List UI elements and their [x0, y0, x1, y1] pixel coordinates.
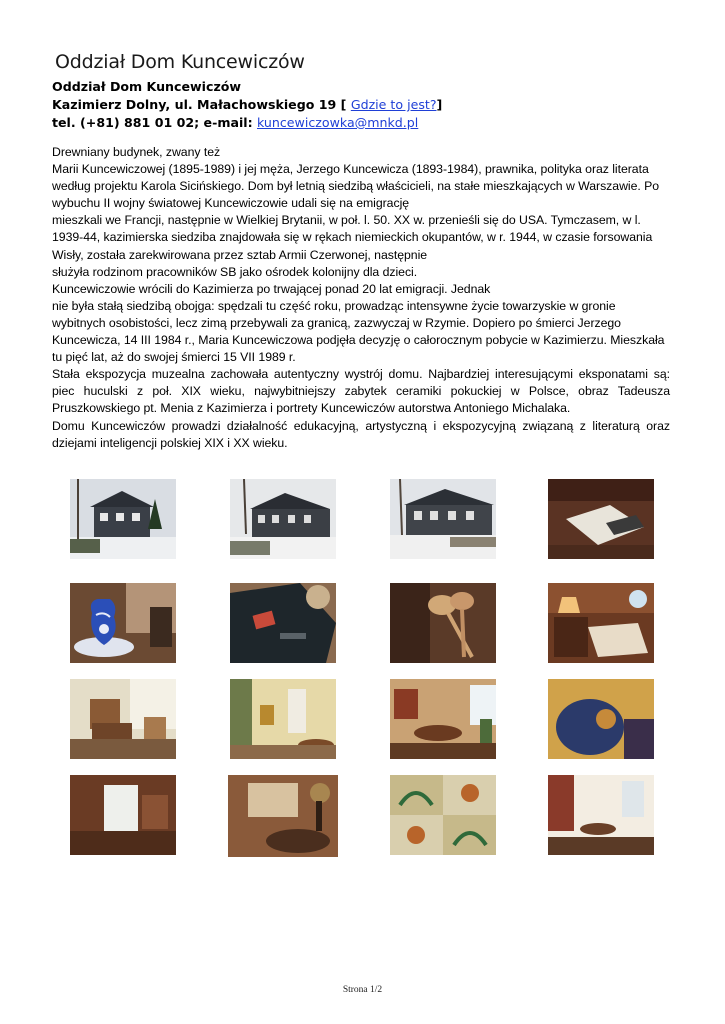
photo-house-exterior-2[interactable]: [230, 479, 336, 559]
location-link[interactable]: Gdzie to jest?: [350, 97, 437, 112]
address-line: [52, 96, 442, 114]
address-text: Kazimierz Dolny, ul. Małachowskiego 19 [: [52, 97, 347, 112]
photo-room-stove[interactable]: [230, 679, 336, 759]
phone-text: tel. (+81) 881 01 02; e-mail:: [52, 115, 253, 130]
photo-salon-table[interactable]: [228, 775, 338, 857]
description: [52, 144, 670, 452]
email-link[interactable]: kuncewiczowka@mnkd.pl: [257, 115, 419, 130]
photo-house-exterior-1[interactable]: [70, 479, 176, 559]
paragraph-4: Kuncewiczowie wrócili do Kazimierza po trwającej ponad 20 lat emigracji. Jednak: [52, 281, 491, 296]
photo-bedroom-lamp[interactable]: [548, 583, 654, 663]
page-title: Oddział Dom Kuncewiczów: [55, 51, 305, 73]
photo-living-room[interactable]: [548, 775, 654, 855]
paragraph-1: Marii Kuncewiczowej (1895-1989) i jej męża, Jerzego Kuncewicza (1893-1984), prawnika, polityka oraz literata według projektu Karola Sicińskiego. Dom był letnią siedzibą właścicieli, na stałe mieszkających w Warszawie. Po wybuchu II wojny światowej Kuncewiczowie udali się na emigrację: [52, 162, 660, 211]
contact-header: [52, 78, 442, 132]
paragraph-intro: Drewniany budynek, zwany też: [52, 145, 221, 159]
photo-ceramic-tiles[interactable]: [390, 775, 496, 855]
contact-line: [52, 114, 442, 132]
paragraph-7: Domu Kuncewiczów prowadzi działalność edukacyjną, artystyczną i ekspozycyjną związaną z literaturą oraz dziejami inteligencji polskiej XIX i XX wieku.: [52, 418, 670, 450]
museum-name: Oddział Dom Kuncewiczów: [52, 79, 242, 94]
photo-suitcase[interactable]: [230, 583, 336, 663]
photo-house-exterior-3[interactable]: [390, 479, 496, 559]
photo-study-desk[interactable]: [70, 679, 176, 759]
photo-painting-detail[interactable]: [548, 679, 654, 759]
photo-bedroom-bed[interactable]: [548, 479, 654, 559]
address-bracket: ]: [436, 97, 443, 112]
photo-dining-room[interactable]: [390, 679, 496, 759]
photo-wooden-spoons[interactable]: [390, 583, 496, 663]
photo-hallway[interactable]: [70, 775, 176, 855]
page-footer: Strona 1/2: [342, 985, 383, 995]
paragraph-5: nie była stałą siedzibą obojga: spędzali tu część roku, prowadząc intensywne życie towarzyskie w gronie wybitnych osobistości, lecz zimą przebywali za granicą, zazwyczaj w Rzymie. Dopiero po śmierci Jerzego Kuncewicza, 14 III 1984 r., Maria Kuncewiczowa podjęła decyzję o całorocznym pobycie w Kazimierzu. Mieszkała tu pięć lat, aż do swojej śmierci 15 VII 1989 r.: [52, 298, 665, 365]
paragraph-3: służyła rodzinom pracowników SB jako ośrodek kolonijny dla dzieci.: [52, 264, 418, 279]
paragraph-2: mieszkali we Francji, następnie w Wielkiej Brytanii, w poł. l. 50. XX w. przenieśli się do USA. Tymczasem, w l. 1939-44, kazimierska siedziba znajdowała się w rękach niemieckich okupantów, w r. 1944, w czasie forsowania Wisły, została zarekwirowana przez sztab Armii Czerwonej, następnie: [52, 213, 653, 262]
paragraph-6: Stała ekspozycja muzealna zachowała autentyczny wystrój domu. Najbardziej interesującymi eksponatami są: piec huculski z poł. XIX wieku, najwybitniejszy zabytek ceramiki pokuckiej w Polsce, obraz Tadeusza Pruszkowskiego pt. Menia z Kazimierza i portrety Kuncewiczów autorstwa Antoniego Michalaka.: [52, 367, 670, 416]
photo-jug-vase[interactable]: [70, 583, 176, 663]
